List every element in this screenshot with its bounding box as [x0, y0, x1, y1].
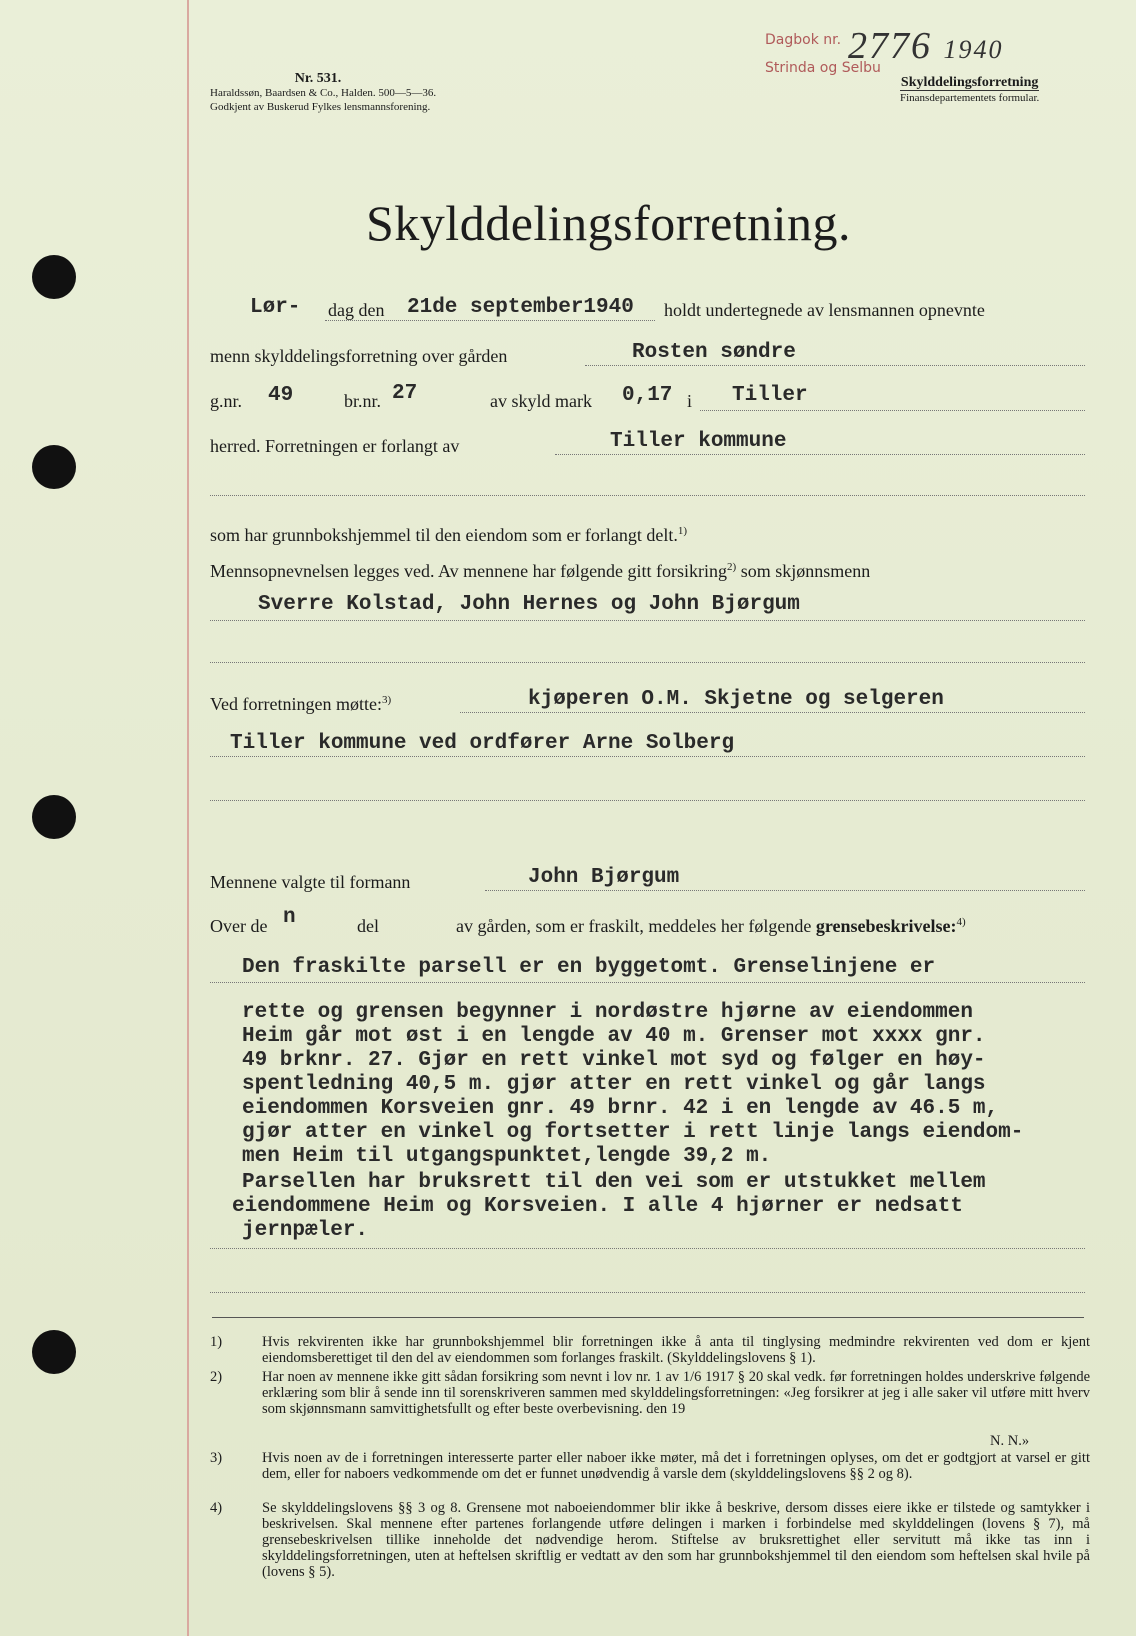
diary-stamp-district: Strinda og Selbu — [765, 60, 881, 76]
del-label: del — [357, 916, 379, 936]
farm-typed: Rosten søndre — [632, 341, 796, 364]
requester-typed: Tiller kommune — [610, 430, 787, 453]
over-label: Over de — [210, 916, 268, 936]
desc-line: eiendommen Korsveien gnr. 49 brnr. 42 i en lengde av 46.5 m, — [242, 1097, 999, 1120]
herred-text: herred. Forretningen er forlangt av — [210, 436, 460, 456]
footnote: 4) Se skylddelingslovens §§ 3 og 8. Grensene mot naboeiendommer blir ikke å beskrive, dersom disses eiere ikke er tilstede og samtykker i beskrivelsen. Skal mennene efter partenes forlangende utføre delingen i marken i forbindelse med skylddelingen (lovens § 7), må grensebeskrivelsen tillike inneholde det nødvendige herom. Stiftelse av bruksrettighet eller servitutt må ikke tas inn i skylddelingsforretningen, uten at heftelsen skriftlig er vedtatt av den som har grunnbokshjemmel til den eiendom som heftelsen skal hvile på (lovens § 5). — [210, 1500, 1090, 1580]
mennsop-text: Mennsopnevnelsen legges ved. Av mennene har følgende gitt forsikring$^{2)}$ som skjønnsmenn — [210, 561, 871, 581]
menn-text: menn skylddelingsforretning over gården — [210, 346, 508, 366]
i-label: i — [687, 391, 693, 411]
margin-rule — [187, 0, 189, 1636]
footnote-separator — [212, 1317, 1084, 1318]
desc-line: Den fraskilte parsell er en byggetomt. Grenselinjene er — [242, 956, 936, 979]
fill-line — [460, 712, 1085, 713]
fill-line — [700, 410, 1085, 411]
formann-typed: John Bjørgum — [528, 866, 680, 889]
approval-line: Godkjent av Buskerud Fylkes lensmannsforening. — [210, 101, 431, 113]
fill-line — [485, 890, 1085, 891]
desc-line: gjør atter en vinkel og fortsetter i rett linje langs eiendom- — [242, 1121, 1024, 1144]
desc-line: jernpæler. — [242, 1219, 369, 1242]
skyld-value: 0,17 — [622, 384, 673, 407]
desc-line: Parsellen har bruksrett til den vei som er utstukket mellem — [242, 1171, 986, 1194]
diary-stamp-label: Dagbok nr. — [765, 32, 842, 48]
printer-line: Haraldssøn, Baardsen & Co., Halden. 500—5—36. — [210, 87, 437, 99]
fill-line — [555, 454, 1085, 455]
men-typed: Sverre Kolstad, John Hernes og John Bjørgum — [258, 593, 800, 616]
footnote: 3) Hvis noen av de i forretningen interesserte parter eller naboer ikke møter, må det i forretningen oplyses, om det er godtgjort at varsel er gitt dem, eller for naboers vedkommende om det er funnet unødvendig å varsle dem (skylddelingslovens §§ 2 og 8). — [210, 1450, 1090, 1482]
mote-typed-2: Tiller kommune ved ordfører Arne Solberg — [230, 732, 735, 755]
fill-line — [210, 1248, 1085, 1249]
fill-line — [585, 365, 1085, 366]
footnote-signature: N. N.» — [990, 1433, 1030, 1449]
fill-line — [210, 495, 1085, 496]
fill-line — [210, 1292, 1085, 1293]
fill-line — [325, 320, 655, 321]
punch-hole — [32, 445, 76, 489]
form-title-right: Skylddelingsforretning — [900, 75, 1039, 90]
fill-line — [210, 982, 1085, 983]
punch-hole — [32, 795, 76, 839]
desc-line: 49 brknr. 27. Gjør en rett vinkel mot syd og følger en høy- — [242, 1049, 986, 1072]
desc-line: eiendommene Heim og Korsveien. I alle 4 hjørner er nedsatt — [232, 1195, 963, 1218]
footnote: 2) Har noen av mennene ikke gitt sådan forsikring som nevnt i lov nr. 1 av 1/6 1917 § 20 skal vedk. før forretningen holdes underskrive følgende erklæring som blir å sende inn til sorenskriveren sammen med skylddelingsforretningen: «Jeg forsikrer at jeg i alle saker vil utføre mitt hverv som skjønnsmann samvittighetsfullt og efter beste overbevisning. den 19 — [210, 1369, 1090, 1417]
footnote: 1) Hvis rekvirenten ikke har grunnbokshjemmel blir forretningen ikke å anta til tinglysing medmindre rekvirenten ved dom er kjent eiendomsberettiget til den del av eiendommen som forlanges fraskilt. (Skylddelingslovens § 1). — [210, 1334, 1090, 1366]
skyld-label: av skyld mark — [490, 391, 592, 411]
herred-typed: Tiller — [732, 384, 808, 407]
fill-line — [210, 756, 1085, 757]
gnr-label: g.nr. — [210, 391, 243, 411]
form-header-right — [900, 76, 1039, 105]
mote-typed-1: kjøperen O.M. Skjetne og selgeren — [528, 688, 944, 711]
diary-number: 2776 1940 — [848, 25, 1004, 67]
dag-den-label: dag den — [328, 300, 385, 320]
desc-line: men Heim til utgangspunktet,lengde 39,2 m. — [242, 1145, 772, 1168]
date-typed: 21de september1940 — [407, 296, 634, 319]
punch-hole — [32, 255, 76, 299]
over-typed: n — [283, 906, 296, 929]
fill-line — [210, 800, 1085, 801]
mote-label: Ved forretningen møtte:$^{3)}$ — [210, 694, 392, 714]
hjemmel-text: som har grunnbokshjemmel til den eiendom som er forlangt delt.$^{1)}$ — [210, 525, 688, 545]
form-header — [210, 72, 436, 114]
desc-line: spentledning 40,5 m. gjør atter en rett vinkel og går langs — [242, 1073, 986, 1096]
formann-label: Mennene valgte til formann — [210, 872, 411, 892]
brnr-value: 27 — [392, 382, 418, 405]
held-text: holdt undertegnede av lensmannen opnevnte — [664, 300, 985, 320]
grense-text: av gården, som er fraskilt, meddeles her følgende grensebeskrivelse:$^{4)}$ — [456, 916, 966, 936]
desc-line: Heim går mot øst i en lengde av 40 m. Grenser mot xxxx gnr. — [242, 1025, 986, 1048]
form-number: Nr. 531. — [294, 71, 342, 86]
brnr-label: br.nr. — [344, 391, 382, 411]
weekday-typed: Lør- — [250, 296, 301, 319]
gnr-value: 49 — [268, 384, 294, 407]
fill-line — [210, 620, 1085, 621]
fill-line — [210, 662, 1085, 663]
punch-hole — [32, 1330, 76, 1374]
page-title: Skylddelingsforretning. — [366, 195, 852, 251]
desc-line: rette og grensen begynner i nordøstre hjørne av eiendommen — [242, 1001, 973, 1024]
form-subtitle-right: Finansdepartementets formular. — [900, 92, 1040, 104]
